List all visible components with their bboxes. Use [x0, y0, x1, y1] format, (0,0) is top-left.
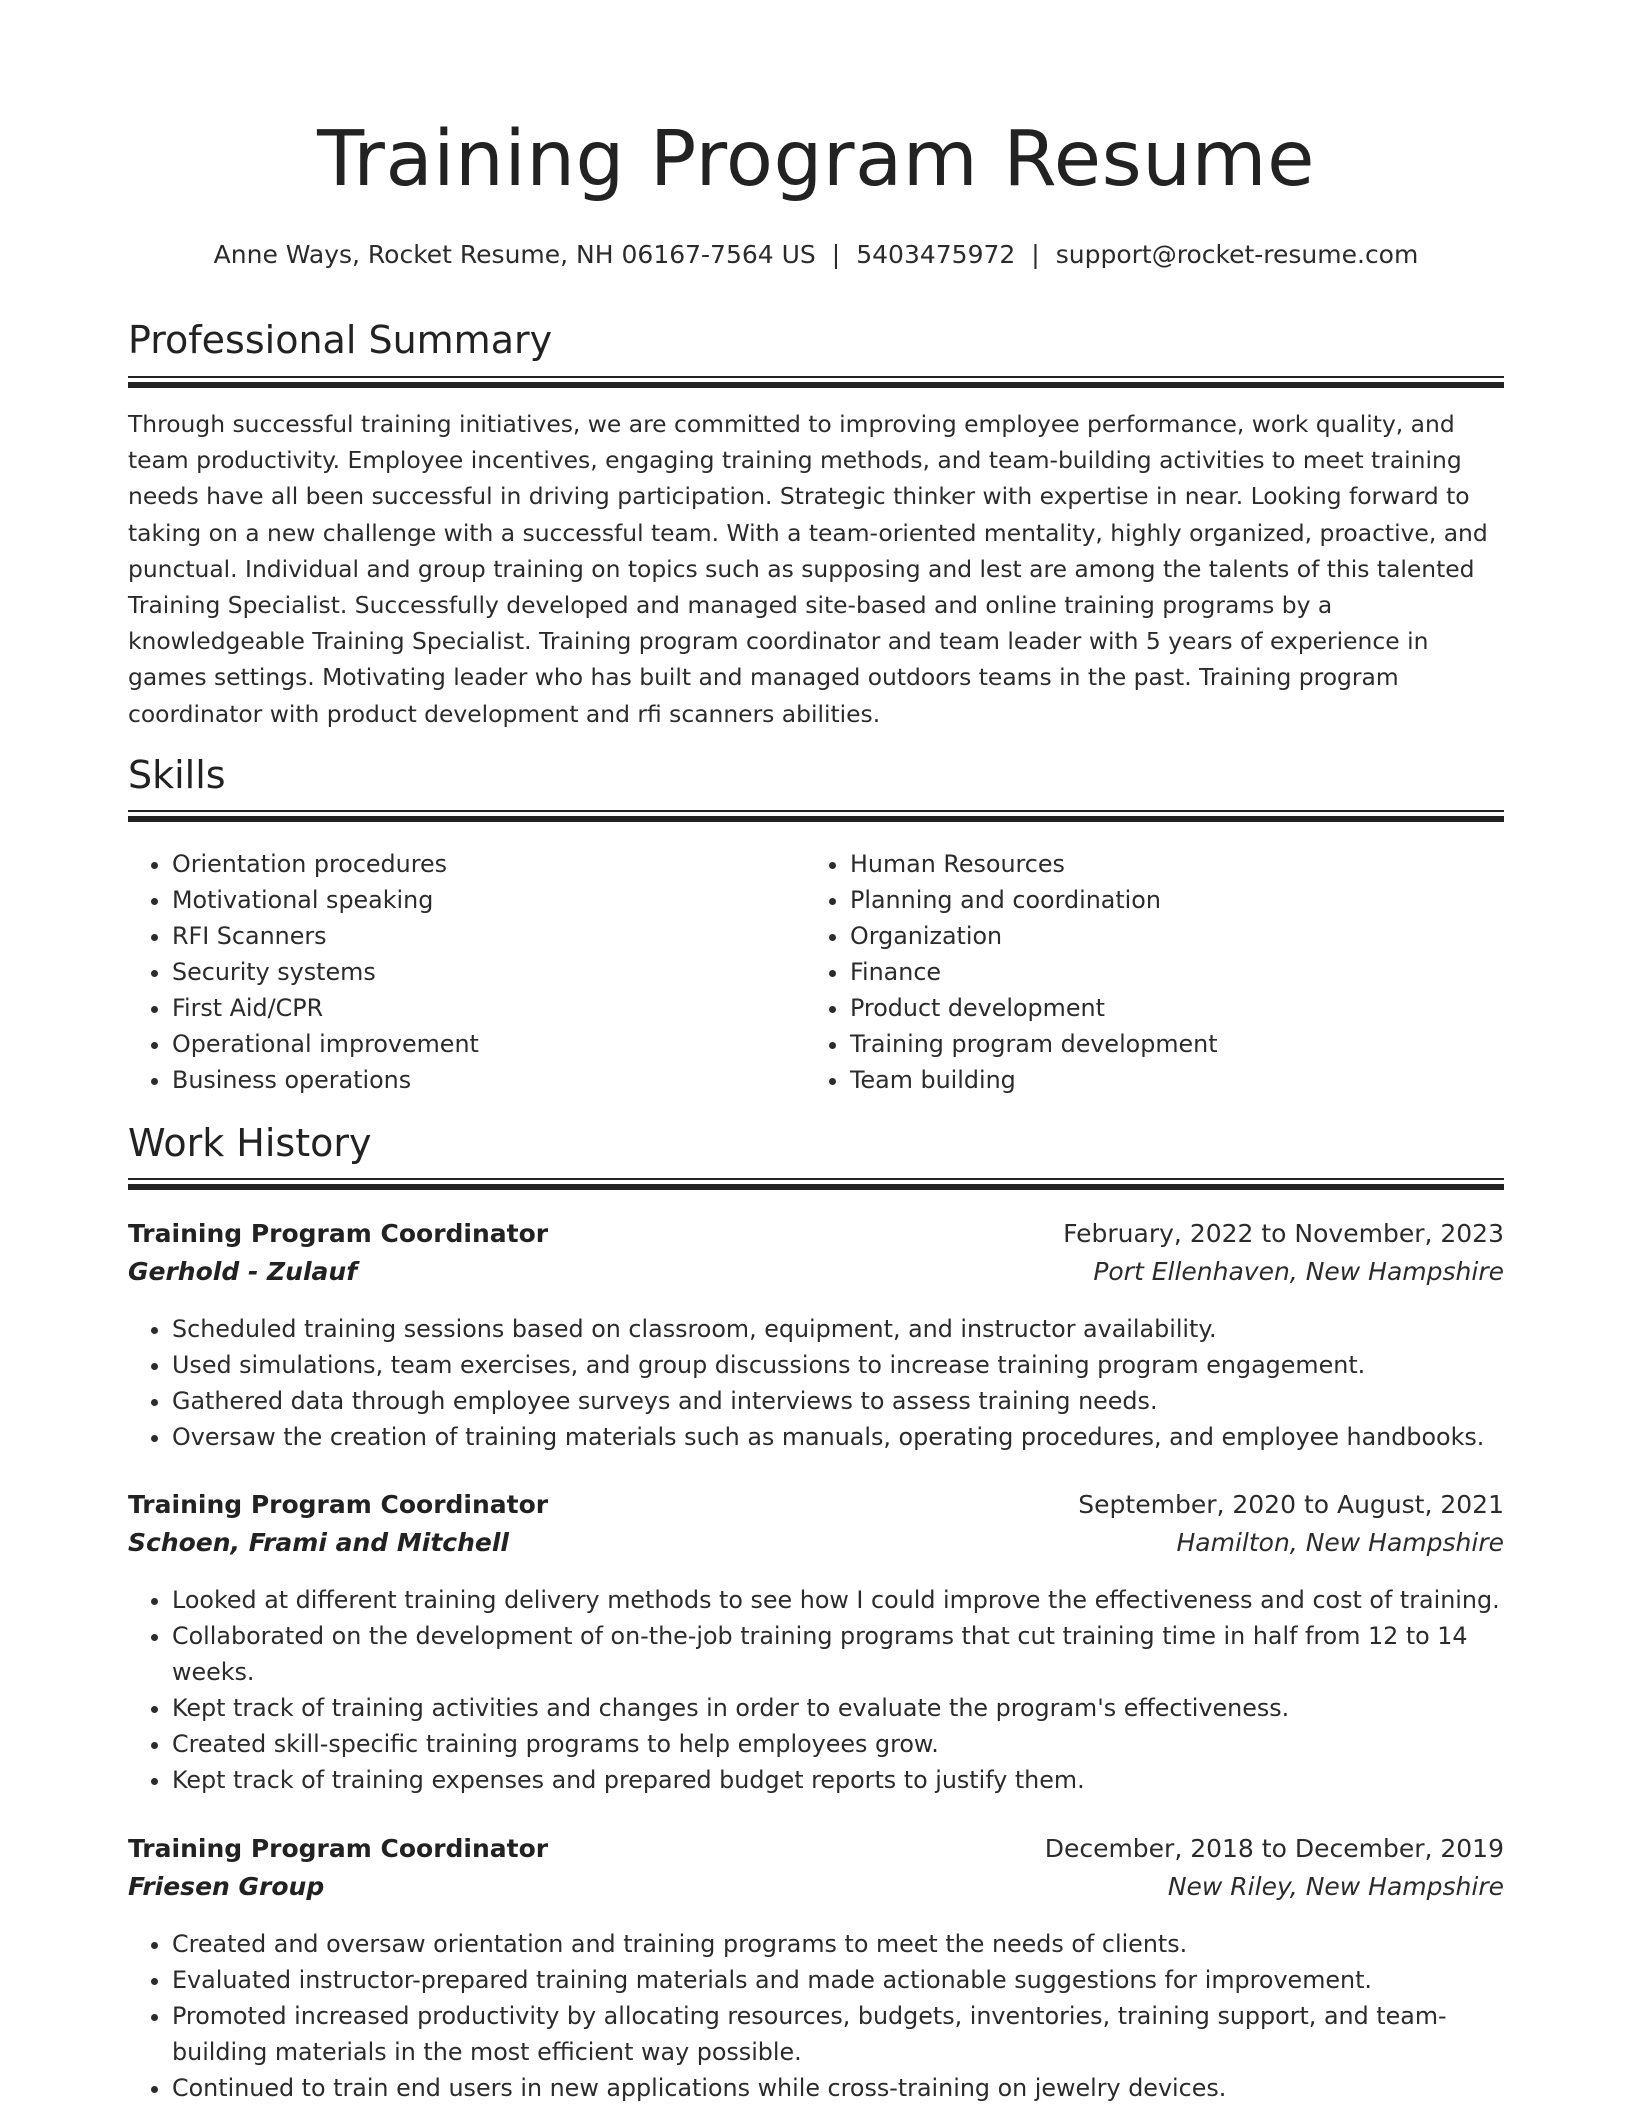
job-dates: February, 2022 to November, 2023 [1063, 1219, 1504, 1248]
job-title: Training Program Coordinator [128, 1219, 549, 1248]
job-duties-list [128, 1582, 1504, 1798]
job-location: Hamilton, New Hampshire [1176, 1528, 1504, 1557]
job-duty: • Used simulations, team exercises, and group discussions to increase training program engagement. [172, 1347, 1504, 1383]
job-location: New Riley, New Hampshire [1167, 1872, 1504, 1901]
contact-separator: | [1031, 240, 1040, 269]
skill-item: • Operational improvement [172, 1026, 808, 1062]
job-duty: • Collaborated on the development of on-the-job training programs that cut training time in half from 12 to 14 weeks. [172, 1618, 1504, 1690]
job-duty: • Promoted increased productivity by allocating resources, budgets, inventories, training support, and team-building materials in the most efficient way possible. [172, 1998, 1504, 2070]
skills-column-right [806, 846, 1486, 1098]
document-title: Training Program Resume [317, 115, 1315, 204]
job-duty: • Evaluated instructor-prepared training materials and made actionable suggestions for improvement. [172, 1962, 1504, 1998]
job-duty: • Kept track of training expenses and prepared budget reports to justify them. [172, 1762, 1504, 1798]
skill-item: • Team building [850, 1062, 1486, 1098]
skill-item: • Security systems [172, 954, 808, 990]
section-title-work-history: Work History [128, 1121, 372, 1165]
section-divider [128, 1178, 1504, 1192]
contact-address: Anne Ways, Rocket Resume, NH 06167-7564 US [213, 240, 816, 269]
job-duty: • Oversaw the creation of training materials such as manuals, operating procedures, and employee handbooks. [172, 1419, 1504, 1455]
job-duty: • Gathered data through employee surveys and interviews to assess training needs. [172, 1383, 1504, 1419]
job-duties-list [128, 1311, 1504, 1455]
job-duty: • Created and oversaw orientation and training programs to meet the needs of clients. [172, 1926, 1504, 1962]
skill-item: • Organization [850, 918, 1486, 954]
job-dates: December, 2018 to December, 2019 [1044, 1834, 1504, 1863]
job-dates: September, 2020 to August, 2021 [1078, 1490, 1504, 1519]
skills-list-left [128, 846, 808, 1098]
skill-item: • Product development [850, 990, 1486, 1026]
job-entry [128, 1219, 1504, 1455]
skill-item: • Orientation procedures [172, 846, 808, 882]
job-title: Training Program Coordinator [128, 1834, 549, 1863]
job-entry [128, 1490, 1504, 1798]
section-title-skills: Skills [128, 753, 226, 797]
job-duties-list [128, 1926, 1504, 2106]
job-company: Gerhold - Zulauf [128, 1257, 358, 1286]
job-location: Port Ellenhaven, New Hampshire [1093, 1257, 1504, 1286]
job-company: Friesen Group [128, 1872, 325, 1901]
job-company: Schoen, Frami and Mitchell [128, 1528, 509, 1557]
section-title-summary: Professional Summary [128, 318, 553, 362]
contact-line [128, 240, 1504, 270]
skill-item: • Finance [850, 954, 1486, 990]
skill-item: • Motivational speaking [172, 882, 808, 918]
skills-list-right [806, 846, 1486, 1098]
skill-item: • Planning and coordination [850, 882, 1486, 918]
skill-item: • Training program development [850, 1026, 1486, 1062]
job-duty: • Looked at different training delivery methods to see how I could improve the effectiveness and cost of training. [172, 1582, 1504, 1618]
summary-text: Through successful training initiatives, we are committed to improving employee performance, work quality, and team productivity. Employee incentives, engaging training methods, and team-building activities to meet training needs have all been successful in driving participation. Strategic thinker with expertise in near. Looking forward to taking on a new challenge with a successful team. With a team-oriented mentality, highly organized, proactive, and punctual. Individual and group training on topics such as supposing and lest are among the talents of this talented Training Specialist. Successfully developed and managed site-based and online training programs by a knowledgeable Training Specialist. Training program coordinator and team leader with 5 years of experience in games settings. Motivating leader who has built and managed outdoors teams in the past. Training program coordinator with product development and rfi scanners abilities. [128, 410, 1488, 728]
job-duty: • Created skill-specific training programs to help employees grow. [172, 1726, 1504, 1762]
contact-separator: | [831, 240, 841, 269]
job-entry [128, 1834, 1504, 2106]
contact-email: support@rocket-resume.com [1055, 240, 1419, 269]
job-title: Training Program Coordinator [128, 1490, 549, 1519]
job-duty: • Kept track of training activities and changes in order to evaluate the program's effectiveness. [172, 1690, 1504, 1726]
section-divider [128, 810, 1504, 824]
skill-item: • RFI Scanners [172, 918, 808, 954]
job-duty: • Scheduled training sessions based on classroom, equipment, and instructor availability. [172, 1311, 1504, 1347]
skill-item: • Human Resources [850, 846, 1486, 882]
skills-column-left [128, 846, 808, 1098]
contact-phone: 5403475972 [856, 240, 1016, 269]
job-duty: • Continued to train end users in new applications while cross-training on jewelry devices. [172, 2070, 1504, 2106]
section-divider [128, 376, 1504, 390]
skill-item: • First Aid/CPR [172, 990, 808, 1026]
skill-item: • Business operations [172, 1062, 808, 1098]
